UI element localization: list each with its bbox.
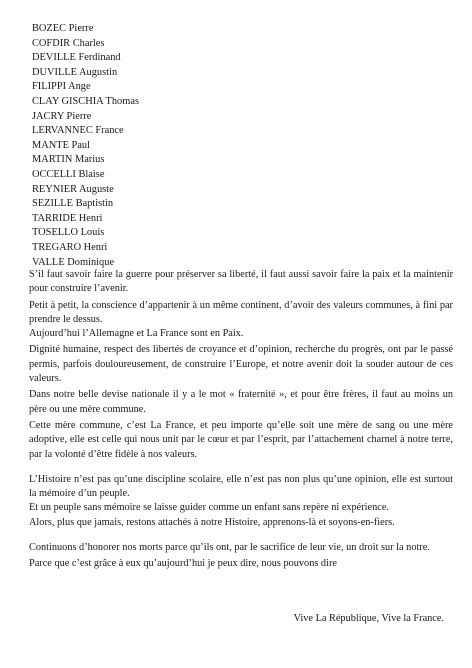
name-item: REYNIER Auguste [32,183,114,195]
paragraph: Dans notre belle devise nationale il y a le mot « fraternité », et pour être frères, il faut au moins un père ou une mère commune. [29,389,453,415]
closing-signature: Vive La République, Vive la France. [293,613,444,624]
paragraph: Aujourd’hui l’Allemagne et La France sont en Paix. [29,328,244,340]
name-item: VALLE Dominique [32,256,115,268]
paragraph: Cette mère commune, c’est La France, et peu importe qu’elle soit une mère de sang ou une mère adoptive, elle est celle qui nous unit par le cœur et par l’esprit, par l’attachement charnel à notre terre, par la volonté d’être fidèle à nos valeurs. [29,419,453,460]
name-item: FILIPPI Ange [32,81,91,93]
paragraph: Alors, plus que jamais, restons attachés à notre Histoire, apprenons-là et soyons-en-fiers. [29,516,395,528]
paragraph: S’il faut savoir faire la guerre pour préserver sa liberté, il faut aussi savoir faire la paix et la maintenir pour construire l’avenir. [29,269,453,295]
name-item: TOSELLO Louis [32,227,105,239]
name-item: MANTE Paul [32,139,91,151]
name-item: OCCELLI Blaise [32,168,105,180]
name-item: MARTIN Marius [32,154,105,166]
name-item: COFDIR Charles [32,37,105,49]
paragraph: Dignité humaine, respect des libertés de croyance et d’opinion, recherche du progrès, ont par le passé permis, parfois douloureusement, de construire l’Europe, et notre avenir doit la souder autour de ces valeurs. [29,344,453,385]
paragraph: Parce que c’est grâce à eux qu’aujourd’hui je peux dire, nous pouvons dire [29,558,337,570]
speech-body [29,268,453,572]
name-item: SEZILLE Baptistin [32,198,114,210]
name-item: TREGARO Henri [32,241,108,253]
names-list [32,22,139,270]
name-item: JACRY Pierre [32,110,92,122]
name-item: BOZEC Pierre [32,23,94,34]
paragraph: Continuons d’honorer nos morts parce qu’ils ont, par le sacrifice de leur vie, un droit sur la notre. [29,542,430,554]
paragraph: Et un peuple sans mémoire se laisse guider comme un enfant sans repère ni expérience. [29,502,389,514]
paragraph: L’Histoire n’est pas qu’une discipline scolaire, elle n’est pas non plus qu’une opinion, elle est surtout la mémoire d’un peuple. [29,473,453,500]
name-item: CLAY GISCHIA Thomas [32,95,139,107]
name-item: DUVILLE Augustin [32,66,118,78]
name-item: TARRIDE Henri [32,212,103,224]
name-item: LERVANNEC France [32,125,124,137]
name-item: DEVILLE Ferdinand [32,52,121,64]
paragraph: Petit à petit, la conscience d’appartenir à un même continent, d’avoir des valeurs communes, à fini par prendre le dessus. [29,299,453,325]
